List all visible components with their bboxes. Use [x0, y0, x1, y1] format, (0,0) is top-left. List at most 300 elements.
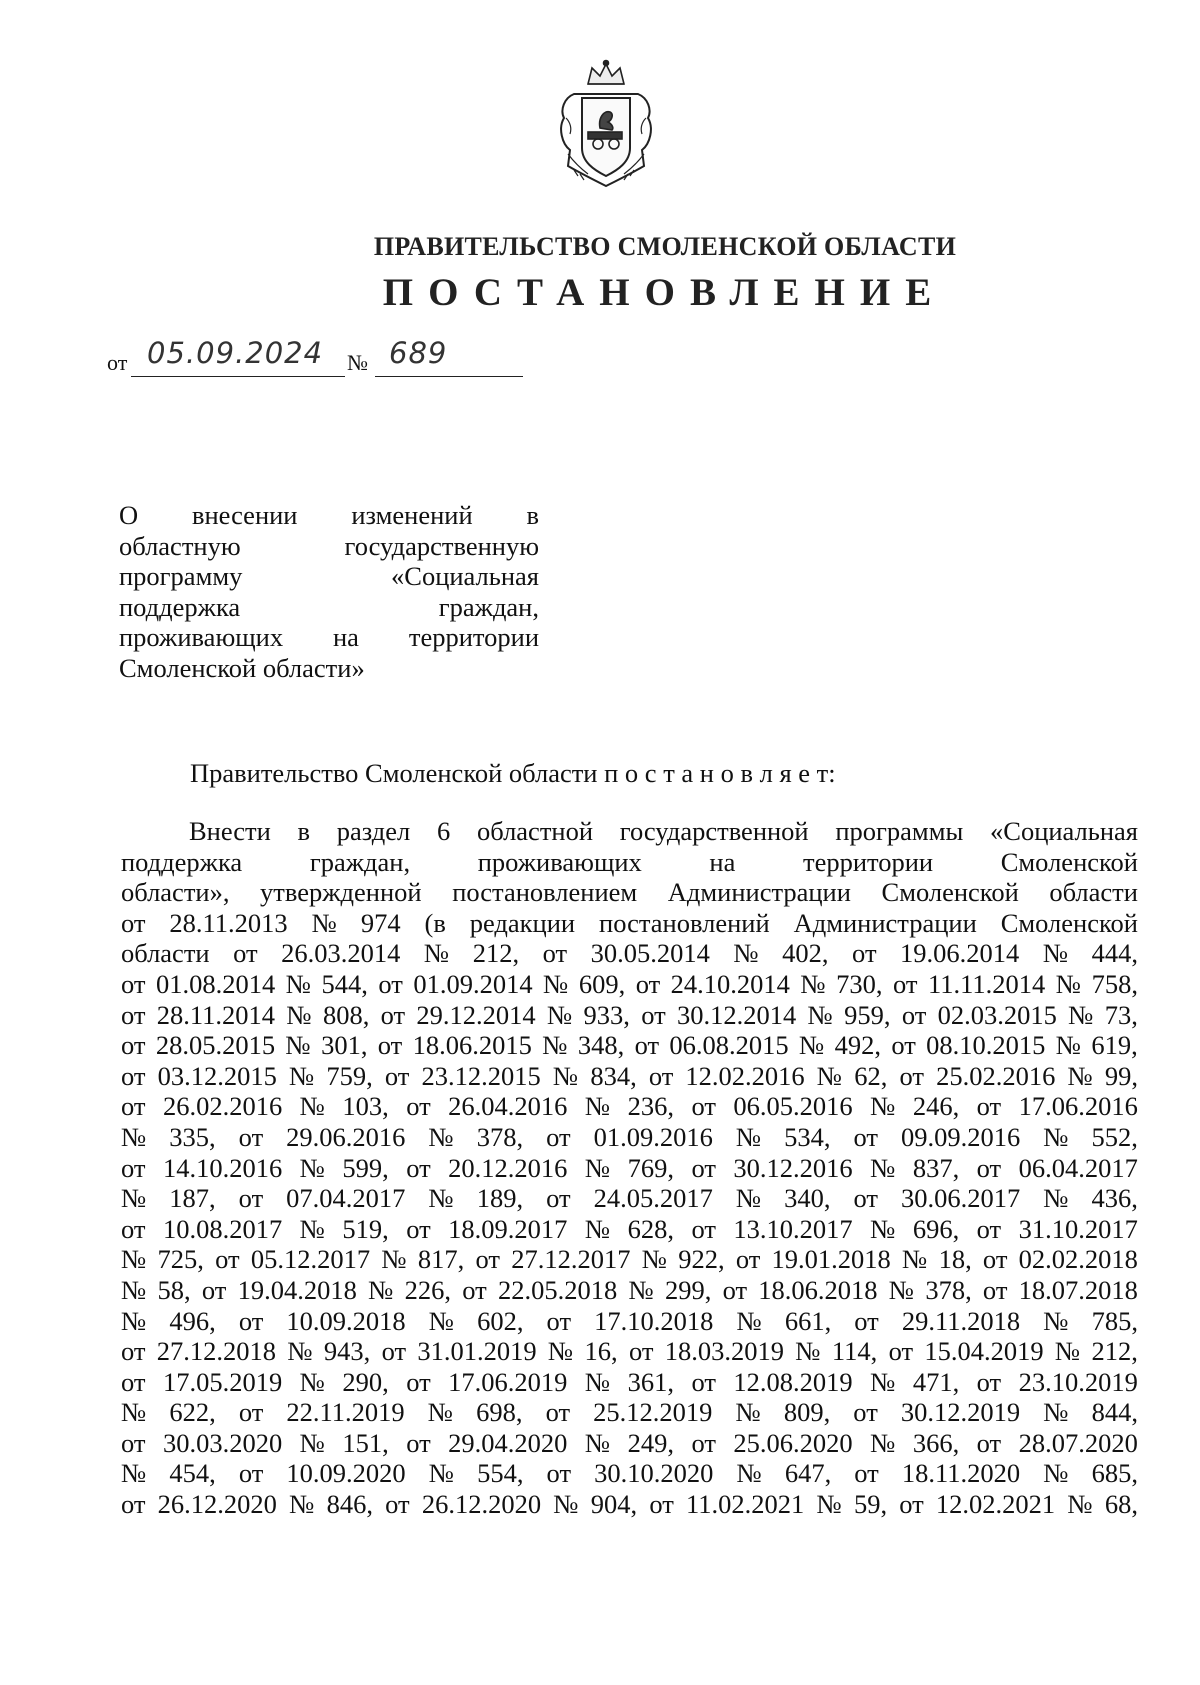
body-word: 02.03.2015 [937, 999, 1057, 1030]
body-word: № [870, 1091, 896, 1122]
body-word: 151, [342, 1427, 389, 1458]
body-word: 17.06.2019 [448, 1366, 568, 1397]
date-underline [131, 376, 345, 377]
body-word: 226, [404, 1274, 451, 1305]
body-word: № [546, 999, 573, 1030]
body-word: от [691, 1427, 716, 1458]
body-word: № [121, 1121, 147, 1152]
body-word: от [853, 1121, 878, 1152]
body-word: от [545, 1397, 571, 1428]
title-line [119, 531, 539, 562]
body-word: от [121, 1489, 146, 1520]
body-line [121, 1428, 1138, 1459]
title-word: граждан, [438, 591, 539, 622]
body-word: № [816, 1060, 843, 1091]
body-word: от [215, 1244, 240, 1275]
body-line [121, 1183, 1138, 1214]
title-line [119, 622, 539, 653]
body-word: 99, [1104, 1060, 1138, 1091]
body-word: № [1043, 1183, 1069, 1214]
body-word: Смоленской [1000, 907, 1138, 938]
body-word: № [121, 1397, 147, 1428]
title-word: территории [408, 622, 539, 652]
body-word: № [428, 1458, 455, 1489]
body-word: № [299, 1366, 325, 1397]
body-word: 340, [784, 1183, 831, 1214]
body-word: 22.11.2019 [286, 1397, 405, 1428]
body-word: раздел [336, 816, 411, 846]
body-line [121, 1275, 1138, 1306]
body-word: 15.04.2019 [924, 1336, 1044, 1367]
body-word: 19.06.2014 [900, 938, 1020, 969]
body-line [121, 1336, 1138, 1367]
body-word: № [1067, 1489, 1093, 1520]
body-word: «Социальная [990, 816, 1138, 846]
body-word: от [735, 1244, 761, 1275]
body-word: области [1049, 877, 1138, 908]
body-word: 725, [157, 1244, 204, 1275]
preamble-spaced: п о с т а н о в л я е т: [604, 758, 836, 788]
body-word: № [1043, 1121, 1069, 1152]
body-word: 544, [321, 968, 368, 999]
body-word: № [121, 1458, 147, 1489]
body-word: № [1043, 1458, 1069, 1489]
body-word: 189, [476, 1183, 524, 1214]
body-word: Администрации [667, 877, 851, 908]
body-word: от [238, 1121, 264, 1152]
body-word: 68, [1104, 1489, 1138, 1520]
body-word: в [297, 816, 311, 846]
body-word: № [121, 1274, 147, 1305]
body-word: 758, [1091, 968, 1138, 999]
body-word: областной [477, 816, 594, 846]
body-word: 11.02.2021 [685, 1489, 805, 1520]
body-word: № [800, 968, 826, 999]
body-word: области», [121, 877, 230, 908]
body-word: (в [424, 907, 446, 938]
body-word: от [380, 999, 406, 1030]
body-word: 552, [1091, 1121, 1138, 1152]
body-word: 25.06.2020 [733, 1427, 853, 1458]
body-word: от [546, 1183, 571, 1214]
body-word: 844, [1091, 1397, 1138, 1428]
body-word: 18.06.2018 [758, 1274, 878, 1305]
body-line [121, 908, 1138, 939]
body-word: 622, [169, 1397, 216, 1428]
body-word: № [628, 1274, 654, 1305]
body-word: 943, [323, 1336, 371, 1367]
body-line [121, 847, 1138, 878]
body-word: № [735, 1183, 762, 1214]
body-word: 837, [912, 1152, 960, 1183]
body-word: от [976, 1152, 1002, 1183]
body-word: № [798, 1030, 825, 1061]
body-word: от [475, 1244, 500, 1275]
body-word: № [736, 1305, 762, 1336]
body-word: от [546, 1305, 572, 1336]
body-word: от [891, 1030, 916, 1061]
body-word: 58, [157, 1274, 191, 1305]
body-word: № [428, 1121, 454, 1152]
body-word: от [628, 1336, 654, 1367]
body-word: № [870, 1152, 896, 1183]
body-word: № [870, 1213, 896, 1244]
body-word: от [385, 1489, 410, 1520]
body-word: от [381, 1336, 407, 1367]
body-word: 14.10.2016 [162, 1152, 283, 1183]
body-word: 6 [437, 816, 451, 846]
body-word: области [121, 938, 210, 969]
body-word: 10.09.2018 [286, 1305, 406, 1336]
body-line [121, 1030, 1138, 1061]
body-word: № [287, 1336, 313, 1367]
body-word: 30.12.2019 [900, 1397, 1021, 1428]
body-word: № [543, 968, 569, 999]
body-word: 24.10.2014 [670, 968, 790, 999]
body-word: 11.11.2014 [928, 968, 1046, 999]
body-word: от [201, 1274, 227, 1305]
body-word: 25.02.2016 [936, 1060, 1056, 1091]
body-word: № [552, 1060, 579, 1091]
body-line [121, 1367, 1138, 1398]
body-word: № [584, 1152, 611, 1183]
body-line [121, 877, 1138, 908]
body-word: 28.11.2014 [156, 999, 276, 1030]
body-line [121, 1244, 1138, 1275]
body-word: № [584, 1091, 611, 1122]
body-line [121, 1214, 1138, 1245]
body-word: 01.09.2016 [593, 1121, 713, 1152]
body-word: № [553, 1489, 579, 1520]
body-word: 974 [360, 907, 401, 938]
body-word: 698, [476, 1397, 523, 1428]
body-line [121, 1061, 1138, 1092]
body-word: № [299, 1213, 325, 1244]
body-word: № [1067, 1060, 1093, 1091]
body-word: от [976, 1427, 1002, 1458]
body-word: 28.05.2015 [155, 1030, 276, 1061]
body-word: 05.12.2017 [250, 1244, 371, 1275]
body-word: № [547, 1336, 574, 1367]
body-word: № [368, 1274, 394, 1305]
body-word: от [384, 1060, 410, 1091]
body-word: 62, [854, 1060, 888, 1091]
body-word: государственной [619, 816, 809, 846]
body-word: 904, [590, 1489, 638, 1520]
body-word: № [1054, 1336, 1081, 1367]
body-word: от [406, 1213, 431, 1244]
body-word: № [299, 1091, 325, 1122]
body-word: 114, [831, 1336, 878, 1367]
body-word: 922, [678, 1244, 725, 1275]
body-word: от [976, 1213, 1002, 1244]
body-word: граждан, [309, 846, 411, 877]
body-word: от [238, 1458, 264, 1489]
body-word: 554, [477, 1458, 524, 1489]
body-word: 846, [326, 1489, 373, 1520]
body-word: от [899, 1060, 924, 1091]
handwritten-date: 05.09.2024 [147, 336, 324, 370]
body-word: от [852, 938, 877, 969]
body-word: № [807, 999, 833, 1030]
body-line [121, 1122, 1138, 1153]
body-word: 10.09.2020 [286, 1458, 406, 1489]
body-word: 30.03.2020 [162, 1427, 283, 1458]
title-word: на [333, 622, 359, 652]
title-line [119, 500, 539, 531]
body-word: от [406, 1427, 431, 1458]
body-line [121, 816, 1138, 847]
body-word: 436, [1091, 1183, 1138, 1214]
body-word: от [378, 968, 403, 999]
body-word: 730, [836, 968, 883, 999]
body-word: 609, [578, 968, 626, 999]
body-word: 06.04.2017 [1018, 1152, 1138, 1183]
body-word: редакции [469, 907, 576, 938]
body-word: 808, [322, 999, 370, 1030]
body-word: 18.09.2017 [448, 1213, 568, 1244]
body-word: 301, [321, 1030, 368, 1061]
body-word: 01.09.2014 [413, 968, 533, 999]
body-word: 27.12.2018 [156, 1336, 277, 1367]
body-word: 26.02.2016 [162, 1091, 283, 1122]
body-word: 335, [169, 1121, 216, 1152]
body-word: 212, [472, 938, 520, 969]
body-word: 212, [1091, 1336, 1138, 1367]
body-word: 31.10.2017 [1018, 1213, 1138, 1244]
body-word: 01.08.2014 [155, 968, 276, 999]
body-word: 19.04.2018 [237, 1274, 357, 1305]
body-word: № [428, 1183, 454, 1214]
document-title [119, 500, 539, 683]
body-word: 661, [784, 1305, 832, 1336]
body-line [121, 1458, 1138, 1489]
title-line [119, 561, 539, 592]
body-word: 348, [577, 1030, 625, 1061]
title-word: О [119, 500, 139, 530]
body-word: 06.05.2016 [733, 1091, 853, 1122]
body-word: № [733, 938, 759, 969]
title-word: проживающих [119, 622, 284, 652]
body-word: 619, [1091, 1030, 1138, 1061]
body-word: № [1055, 968, 1082, 999]
body-word: № [1055, 1030, 1082, 1061]
body-word: от [854, 1305, 879, 1336]
body-word: 26.04.2016 [448, 1091, 568, 1122]
body-word: № [299, 1152, 325, 1183]
body-word: 27.12.2017 [511, 1244, 631, 1275]
body-word: № [736, 1458, 762, 1489]
body-word: от [635, 968, 661, 999]
body-word: № [542, 1030, 568, 1061]
body-word: от [546, 1121, 571, 1152]
body-word: 17.06.2016 [1018, 1091, 1138, 1122]
body-word: 18.11.2020 [901, 1458, 1021, 1489]
body-word: от [406, 1091, 431, 1122]
body-word: 103, [342, 1091, 389, 1122]
body-word: 20.12.2016 [448, 1152, 568, 1183]
body-word: от [546, 1458, 572, 1489]
body-word: № [427, 1397, 454, 1428]
body-word: 23.10.2019 [1018, 1366, 1138, 1397]
body-word: 361, [627, 1366, 674, 1397]
body-line [121, 1306, 1138, 1337]
body-word: от [899, 1489, 924, 1520]
body-word: от [853, 1397, 878, 1428]
body-line [121, 1397, 1138, 1428]
body-word: утвержденной [260, 877, 422, 908]
body-word: 834, [590, 1060, 637, 1091]
body-word: 26.12.2020 [421, 1489, 542, 1520]
body-word: 29.11.2018 [901, 1305, 1021, 1336]
body-word: № [870, 1427, 896, 1458]
body-word: № [1042, 938, 1069, 969]
title-line [119, 592, 539, 623]
body-word: от [121, 1427, 146, 1458]
body-word: № [1068, 999, 1094, 1030]
body-word: № [285, 968, 311, 999]
body-word: 647, [784, 1458, 832, 1489]
body-word: № [423, 938, 450, 969]
body-word: 246, [912, 1091, 960, 1122]
body-word: № [584, 1427, 611, 1458]
body-word: от [982, 1274, 1008, 1305]
body-word: № [121, 1244, 147, 1275]
body-word: 402, [782, 938, 829, 969]
body-word: № [816, 1489, 842, 1520]
body-word: 28.07.2020 [1018, 1427, 1138, 1458]
body-word: 378, [476, 1121, 524, 1152]
body-word: 16, [584, 1336, 618, 1367]
body-word: 12.02.2021 [935, 1489, 1056, 1520]
body-word: 06.08.2015 [669, 1030, 789, 1061]
body-word: от [121, 1366, 146, 1397]
handwritten-number: 689 [389, 336, 448, 370]
body-word: постановлений [599, 907, 770, 938]
body-word: № [286, 999, 312, 1030]
body-word: 378, [925, 1274, 972, 1305]
body-word: от [121, 1336, 146, 1367]
body-word: 22.05.2018 [497, 1274, 618, 1305]
date-prefix: от [107, 350, 128, 375]
body-word: 299, [664, 1274, 712, 1305]
title-word: «Социальная [391, 561, 539, 591]
body-word: № [1043, 1397, 1069, 1428]
title-word: поддержка [119, 591, 241, 622]
body-word: постановлением [452, 877, 638, 908]
body-word: № [641, 1244, 667, 1275]
body-word: от [121, 968, 146, 999]
body-word: от [641, 999, 666, 1030]
body-word: территории [802, 846, 934, 877]
body-word: 29.12.2014 [416, 999, 536, 1030]
body-word: № [584, 1366, 611, 1397]
main-text [121, 816, 1138, 1520]
body-word: от [238, 1305, 264, 1336]
body-line [121, 938, 1138, 969]
body-word: № [795, 1336, 821, 1367]
body-word: 73, [1104, 999, 1138, 1030]
body-word: от [691, 1152, 716, 1183]
body-word: 12.08.2019 [733, 1366, 853, 1397]
body-word: № [381, 1244, 407, 1275]
body-word: 769, [627, 1152, 674, 1183]
body-word: 249, [627, 1427, 674, 1458]
body-word: 59, [853, 1489, 888, 1520]
body-word: 30.12.2016 [733, 1152, 853, 1183]
body-word: от [976, 1091, 1002, 1122]
body-word: от [406, 1366, 431, 1397]
body-word: 17.05.2019 [162, 1366, 283, 1397]
body-word: 696, [912, 1213, 960, 1244]
body-word: от [649, 1489, 674, 1520]
document-type: ПОСТАНОВЛЕНИЕ [382, 271, 947, 314]
body-word: 366, [912, 1427, 960, 1458]
body-word: 602, [477, 1305, 524, 1336]
body-word: 29.04.2020 [448, 1427, 568, 1458]
title-word: в [526, 500, 539, 530]
body-word: от [691, 1366, 716, 1397]
body-word: 933, [583, 999, 630, 1030]
body-word: № [289, 1489, 315, 1520]
body-word: от [691, 1091, 716, 1122]
body-word: от [691, 1213, 716, 1244]
body-word: от [121, 1091, 146, 1122]
body-word: 26.03.2014 [281, 938, 401, 969]
body-line [121, 1000, 1138, 1031]
body-word: 03.12.2015 [157, 1060, 277, 1091]
body-word: № [121, 1183, 147, 1214]
body-word: 236, [627, 1091, 674, 1122]
body-word: № [121, 1305, 147, 1336]
title-word: Смоленской области» [119, 652, 365, 683]
body-word: 29.06.2016 [286, 1121, 406, 1152]
body-word: 31.01.2019 [417, 1336, 537, 1367]
title-word: областную [119, 530, 241, 561]
body-word: 759, [326, 1060, 373, 1091]
body-word: от [121, 1213, 146, 1244]
body-word: от [121, 1030, 146, 1061]
body-word: от [901, 999, 927, 1030]
body-word: Внести [189, 816, 271, 846]
body-word: Смоленской [1000, 846, 1138, 877]
title-word: государственную [344, 530, 539, 561]
body-word: 09.09.2016 [900, 1121, 1021, 1152]
title-line [119, 653, 539, 684]
body-word: № [288, 1060, 315, 1091]
body-line [121, 1489, 1138, 1520]
body-word: от [648, 1060, 674, 1091]
preamble-text: Правительство Смоленской области [190, 758, 605, 788]
body-word: от [238, 1183, 264, 1214]
body-word: 02.02.2018 [1018, 1244, 1138, 1275]
body-word: 30.10.2020 [594, 1458, 714, 1489]
body-word: от [121, 1152, 146, 1183]
body-word: 30.06.2017 [900, 1183, 1021, 1214]
body-word: 30.12.2014 [677, 999, 797, 1030]
body-word: поддержка [121, 846, 243, 877]
body-word: № [428, 1305, 455, 1336]
body-line [121, 1091, 1138, 1122]
body-word: 18.06.2015 [412, 1030, 532, 1061]
body-word: 471, [912, 1366, 960, 1397]
body-word: от [888, 1336, 914, 1367]
body-word: 18, [938, 1244, 972, 1275]
body-word: № [735, 1121, 762, 1152]
body-word: 290, [342, 1366, 389, 1397]
body-word: от [893, 968, 918, 999]
body-word: 07.04.2017 [286, 1183, 406, 1214]
